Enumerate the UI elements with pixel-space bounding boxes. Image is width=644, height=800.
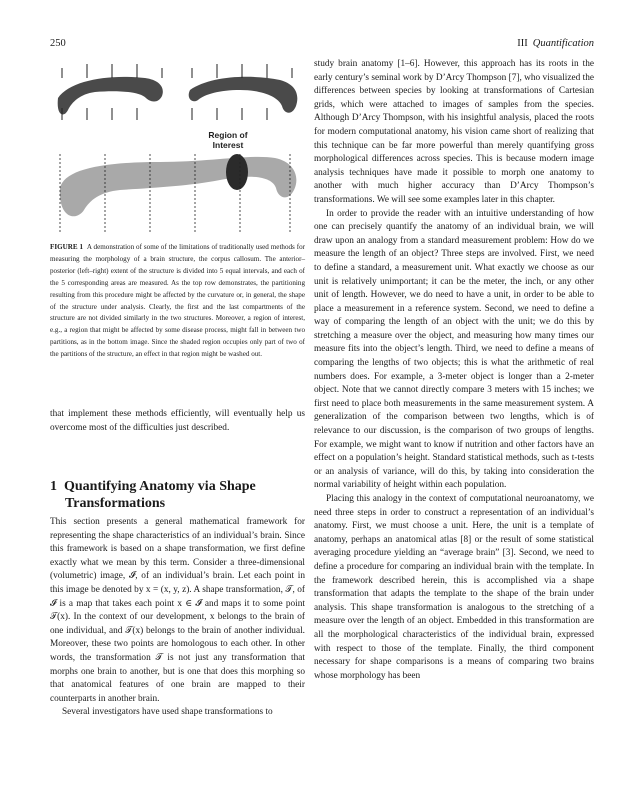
left-continuation-text: that implement these methods efficiently, will eventually help us overcome most of the difficulties just described. <box>50 409 305 433</box>
page-number: 250 <box>50 38 66 49</box>
body-paragraph: In order to provide the reader with an intuitive understanding of how one can precisely quantify the anatomy of an individual brain, we will draw upon an analogy from a standard measurement problem: How do we measure the length of an object? Three steps are involved. First, we need to define a standard, a measurement unit. What exactly we choose as our unit is relatively unimportant; it can be the meter, the inch, or any other unit of length. However, we do need to have a unit, in order to be able to place a measurement in a reference system. Second, we need to define a way of comparing the length of an object with the unit; we do this by stretching a measure over the object, and measuring how many times our measure fits into the object’s length. Third, we need to define a means of comparing the lengths of two objects; this is what the arithmetic of real numbers does. For example, a 3-meter object is longer than a 2-meter object. Note that we cannot directly compare 3 meters with 15 inches; we first need to place both measurements in the same measurement system. A generalization of the comparison between two lengths, which is of relevance to our discussion, is the comparison of two groups of lengths. For example, we might want to know if nutrition and other factors have an effect on a population’s height. Standard statistical methods, such as t-tests or an analysis of variance, will do this, by taking into consideration the normal variability of height within each population. <box>314 208 594 491</box>
section-heading <box>50 478 305 512</box>
part-title: Quantification <box>532 38 594 49</box>
callosum-shape-top-left <box>58 77 163 115</box>
left-column-body <box>50 516 305 720</box>
section-number: 1 <box>50 479 57 494</box>
figure-caption <box>50 242 305 361</box>
callosum-shape-top-right <box>189 77 298 113</box>
section-title-line2: Transformations <box>65 496 166 511</box>
right-column-body <box>314 58 594 683</box>
region-of-interest-label <box>208 130 247 150</box>
caption-text: A demonstration of some of the limitations of traditionally used methods for measuring the morphology of a brain structure, the corpus callosum. The anterior–posterior (left–right) extent of the structure is divided into 5 equal intervals, and each of the 5 corresponding areas are measured. As the top row demonstrates, the partitioning resulting from this procedure might be affected by the curvature or, in general, the shape of the structure under analysis. Clearly, the first and the last compartments of the structure are not divided similarly in the two structures. Moreover, a region of interest, e.g., a region that might be affected by some disease process, might fall in between two partitions, as in the bottom image. Since the shaded region occupies only part of two of the partitions of the structure, an effect in that region might be washed out. <box>50 243 305 359</box>
caption-label: FIGURE 1 <box>50 243 84 251</box>
body-paragraph: This section presents a general mathematical framework for representing the shape characteristics of an individual’s brain. Since this framework is based on a shape transformation, we first define exactly what we mean by this term. Consider a three-dimensional (volumetric) image, 𝓘, of an individual’s brain. Let each point in this image be denoted by x = (x, y, z). A shape transformation, 𝒯, of 𝓘 is a map that takes each point x ∈ 𝓘 and maps it to some point 𝒯(x). In the context of our development, x belongs to the brain of one individual, and 𝒯(x) belongs to the brain of another individual. Moreover, these two points are homologous to each other. In other words, the transformation 𝒯 is not just any transformation that morphs one brain to another, but is one that does this morphing so that anatomical features of one brain are mapped to their counterparts in another brain. <box>50 517 305 704</box>
part-number: III <box>517 38 528 49</box>
region-of-interest-marker <box>226 154 248 190</box>
partition-ticks-top <box>62 64 292 120</box>
callosum-shape-bottom <box>60 157 297 216</box>
roi-label-line2: Interest <box>212 140 244 150</box>
body-paragraph: Several investigators have used shape transformations to <box>62 707 273 718</box>
corpus-callosum-figure <box>50 58 305 238</box>
body-paragraph: Placing this analogy in the context of computational neuroanatomy, we need three steps in order to construct a representation of an individual’s anatomy. First, we must choose a unit. Here, the unit is a template of anatomy, perhaps an anatomical atlas [8] or the result of some statistical averaging procedure yielding an “average brain” [3]. Second, we need to define a procedure for comparing an individual brain with the template. In the framework described herein, this is accomplished via a shape transformation that adapts the template to the shape of the brain under analysis. This shape transformation is analogous to the stretching of a measure over the length of an object. Embedded in this transformation are all the morphological characteristics of the individual brain, expressed with respect to those of the template. Finally, the third component necessary for shape comparisons is a means of comparing two brains whose morphology has been <box>314 494 594 681</box>
section-title-line1: Quantifying Anatomy via Shape <box>64 479 256 494</box>
running-header <box>517 38 594 49</box>
roi-label-line1: Region of <box>208 130 248 140</box>
body-paragraph: study brain anatomy [1–6]. However, this approach has its roots in the early century’s seminal work by D’Arcy Thompson [7], who visualized the differences between species by looking at transformations of Cartesian grids, which were attached to images of samples from the species. Although D’Arcy Thompson, with his insightful analysis, placed the roots for modern computational anatomy, his vision came short of realizing that this technique can be far more powerful than merely quantifying gross morphological differences across species. This is because modern image analysis techniques have made it possible to morph one anatomy to another with much higher accuracy than D’Arcy Thompson’s transformations. We will see some examples later in this chapter. <box>314 59 594 205</box>
